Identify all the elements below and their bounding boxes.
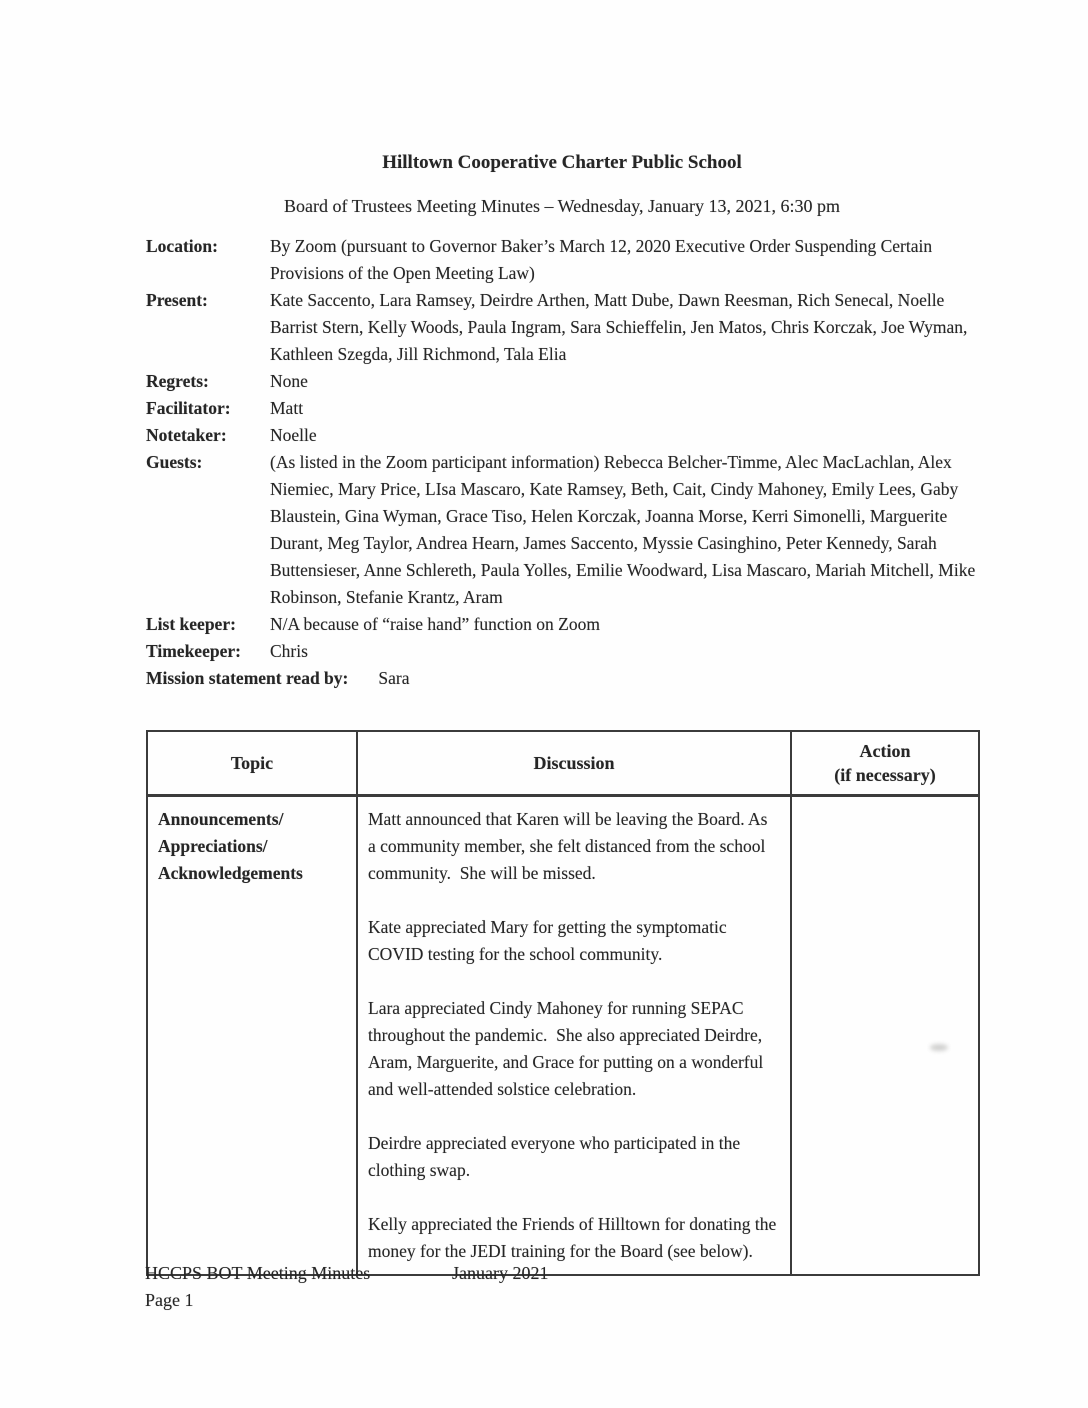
discussion-paragraph: Kate appreciated Mary for getting the symptomatic COVID testing for the school community.	[368, 917, 731, 964]
meta-row-notetaker	[146, 422, 978, 449]
meta-row-present	[146, 287, 978, 368]
meta-row-location	[146, 233, 978, 287]
discussion-paragraph: Lara appreciated Cindy Mahoney for running SEPAC throughout the pandemic. She also appreciated Deirdre, Aram, Marguerite, and Grace for putting on a wonderful and well-attended solstice celebration.	[368, 998, 768, 1099]
topic-line: Announcements/	[158, 809, 284, 829]
meta-row-regrets	[146, 368, 978, 395]
meta-label: Notetaker:	[146, 425, 227, 445]
meta-value: Sara	[378, 668, 410, 688]
footer-page-number: Page 1	[145, 1290, 194, 1310]
meta-value: (As listed in the Zoom participant information) Rebecca Belcher-Timme, Alec MacLachlan, Alex Niemiec, Mary Price, LIsa Mascaro, Kate Ramsey, Beth, Cait, Cindy Mahoney, Emily Lees, Gaby Blaustein, Gina Wyman, Grace Tiso, Helen Korczak, Joanna Morse, Kerri Simonelli, Marguerite Durant, Meg Taylor, Andrea Hearn, James Saccento, Myssie Casinghino, Peter Kennedy, Sarah Buttensieser, Anne Schlereth, Paula Yolles, Emilie Woodward, Lisa Mascaro, Mariah Mitchell, Mike Robinson, Stefanie Krantz, Aram	[270, 452, 976, 607]
meta-row-timekeeper	[146, 638, 978, 665]
column-header-action-line1: Action	[859, 741, 911, 761]
meta-value: Noelle	[270, 425, 317, 445]
column-header-topic: Topic	[147, 731, 357, 796]
document-subtitle: Board of Trustees Meeting Minutes – Wednesday, January 13, 2021, 6:30 pm	[284, 196, 840, 216]
meta-row-guests	[146, 449, 978, 611]
table-row	[147, 796, 979, 1276]
footer-document-name: HCCPS BOT Meeting Minutes	[145, 1263, 371, 1283]
discussion-paragraph: Deirdre appreciated everyone who participated in the clothing swap.	[368, 1133, 745, 1180]
page-footer	[145, 1260, 977, 1314]
footer-date: January 2021	[452, 1263, 549, 1283]
column-header-discussion: Discussion	[357, 731, 791, 796]
meta-label: Present:	[146, 290, 208, 310]
meeting-metadata	[146, 233, 978, 692]
footer-line	[145, 1260, 977, 1287]
discussion-paragraph: Matt announced that Karen will be leaving the Board. As a community member, she felt distanced from the school community. She will be missed.	[368, 809, 772, 883]
meta-value: Kate Saccento, Lara Ramsey, Deirdre Arthen, Matt Dube, Dawn Reesman, Rich Senecal, Noelle Barrist Stern, Kelly Woods, Paula Ingram, Sara Schieffelin, Jen Matos, Chris Korczak, Joe Wyman, Kathleen Szegda, Jill Richmond, Tala Elia	[270, 290, 968, 364]
meta-label: List keeper:	[146, 614, 236, 634]
meta-label: Facilitator:	[146, 398, 231, 418]
discussion-cell	[357, 796, 791, 1276]
meta-label: Location:	[146, 236, 218, 256]
scan-artifact	[930, 1044, 948, 1051]
document-title: Hilltown Cooperative Charter Public School	[382, 152, 742, 173]
meta-row-mission-statement	[146, 665, 978, 692]
meta-value: Matt	[270, 398, 304, 418]
meta-label: Mission statement read by:	[146, 668, 349, 688]
meta-label: Guests:	[146, 452, 203, 472]
discussion-paragraph: Kelly appreciated the Friends of Hilltown for donating the money for the JEDI training for the Board (see below).	[368, 1214, 781, 1261]
meta-row-list-keeper	[146, 611, 978, 638]
meta-label: Timekeeper:	[146, 641, 241, 661]
column-header-action-line2: (if necessary)	[834, 765, 936, 785]
meta-value: None	[270, 371, 308, 391]
meta-row-facilitator	[146, 395, 978, 422]
meta-value: By Zoom (pursuant to Governor Baker’s March 12, 2020 Executive Order Suspending Certain Provisions of the Open Meeting Law)	[270, 236, 933, 283]
minutes-table	[146, 730, 980, 1276]
action-cell	[791, 796, 979, 1276]
topic-line: Acknowledgements	[158, 863, 303, 883]
meta-value: Chris	[270, 641, 308, 661]
topic-line: Appreciations/	[158, 836, 268, 856]
minutes-table-header-row	[147, 731, 979, 796]
topic-cell	[147, 796, 357, 1276]
meta-value: N/A because of “raise hand” function on Zoom	[270, 614, 600, 634]
column-header-action	[791, 731, 979, 796]
meta-label: Regrets:	[146, 371, 209, 391]
